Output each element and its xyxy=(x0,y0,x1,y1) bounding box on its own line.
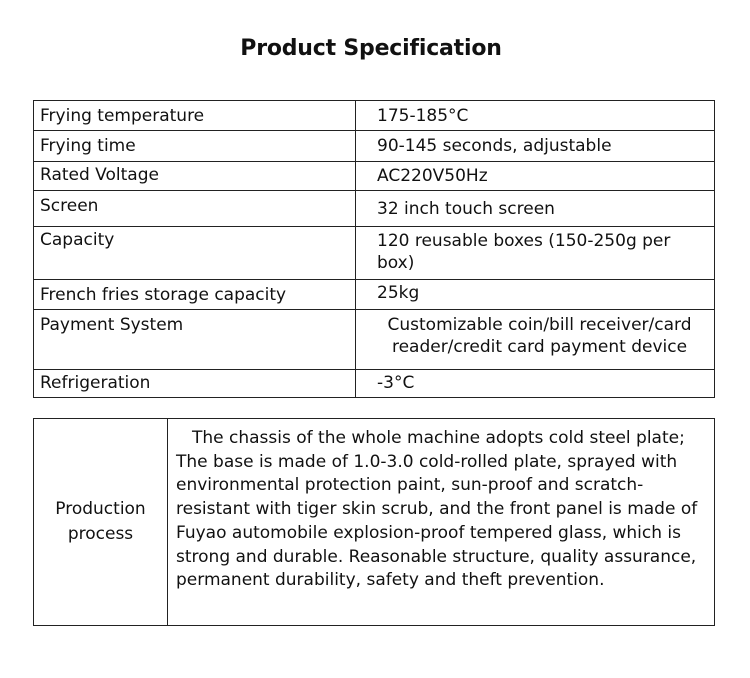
spec-label-refrigeration: Refrigeration xyxy=(40,373,151,393)
production-process-text: The chassis of the whole machine adopts cold steel plate; The base is made of 1.0-3.0 cold-rolled plate, sprayed with environmental protection paint, sun-proof and scratch-resistant with tiger skin scrub, and the front panel is made of Fuyao automobile explosion-proof tempered glass, which is strong and durable. Reasonable structure, quality assurance, permanent durability, safety and theft prevention. xyxy=(176,428,698,591)
spec-value-frying-time: 90-145 seconds, adjustable xyxy=(377,136,612,156)
spec-label-screen: Screen xyxy=(40,196,99,216)
specification-table xyxy=(33,100,715,398)
spec-label-rated-voltage: Rated Voltage xyxy=(40,165,159,185)
spec-value-refrigeration: -3°C xyxy=(377,373,415,393)
spec-value-payment-system: Customizable coin/bill receiver/card reader/credit card payment device xyxy=(387,315,692,357)
column-divider xyxy=(167,419,168,625)
spec-label-frying-temperature: Frying temperature xyxy=(40,106,205,126)
spec-value-capacity: 120 reusable boxes (150-250g per box) xyxy=(377,231,671,273)
production-process-label xyxy=(34,419,167,625)
production-process-table xyxy=(33,418,715,626)
row-divider xyxy=(34,279,714,280)
column-divider xyxy=(355,101,356,397)
spec-value-screen: 32 inch touch screen xyxy=(377,199,555,219)
spec-label-capacity: Capacity xyxy=(40,230,115,250)
production-process-label-text: Production process xyxy=(55,499,146,544)
spec-label-frying-time: Frying time xyxy=(40,136,136,156)
spec-value-fries-storage: 25kg xyxy=(377,283,420,303)
spec-label-payment-system: Payment System xyxy=(40,315,184,335)
spec-value-rated-voltage: AC220V50Hz xyxy=(377,166,488,186)
row-divider xyxy=(34,226,714,227)
row-divider xyxy=(34,190,714,191)
row-divider xyxy=(34,369,714,370)
spec-label-fries-storage: French fries storage capacity xyxy=(40,285,287,305)
spec-value-frying-temperature: 175-185°C xyxy=(377,106,469,126)
row-divider xyxy=(34,309,714,310)
row-divider xyxy=(34,161,714,162)
row-divider xyxy=(34,130,714,131)
page-title: Product Specification xyxy=(240,36,502,61)
